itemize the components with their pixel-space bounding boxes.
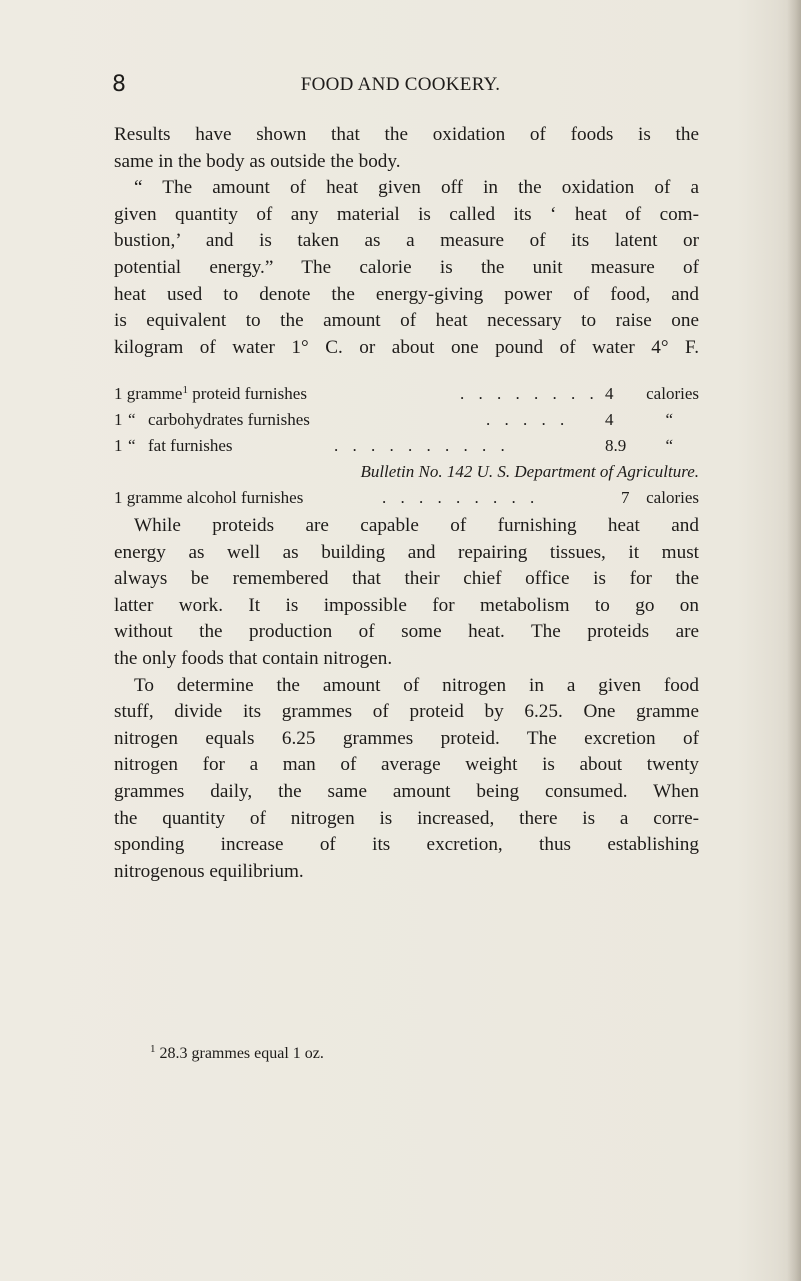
text-line: sponding increase of its excretion, thus establishing (114, 834, 699, 856)
text-line: without the production of some heat. The proteids are (114, 621, 699, 643)
table-source: Bulletin No. 142 U. S. Department of Agriculture. (360, 462, 699, 481)
leader-dots: . . . . . . . . . . (334, 436, 510, 455)
text-line: Results have shown that the oxidation of foods is the (114, 124, 699, 145)
calorie-table (114, 381, 699, 511)
leader-dots: . . . . . . . . . (382, 488, 540, 507)
text-line: nitrogenous equilibrium. (114, 860, 304, 882)
text-line: nitrogen equals 6.25 grammes proteid. The excretion of (114, 727, 699, 749)
row-unit: calories (646, 488, 699, 507)
row-unit: “ (665, 436, 673, 455)
text-line: stuff, divide its grammes of proteid by 6.25. One gramme (114, 701, 699, 723)
text-line: While proteids are capable of furnishing heat and (134, 515, 699, 536)
ditto-mark: “ (128, 436, 136, 455)
leader-dots: . . . . . . . . (460, 384, 599, 403)
running-title: FOOD AND COOKERY. (300, 74, 501, 95)
row-label: 1 gramme alcohol furnishes (114, 488, 304, 507)
footnote-marker: 1 (182, 384, 188, 396)
text-line: potential energy.” The calorie is the unit measure of (114, 256, 699, 278)
text-line: given quantity of any material is called its ‘ heat of com- (114, 203, 699, 225)
leader-dots: . . . . . (486, 410, 570, 429)
row-unit: calories (646, 384, 699, 403)
row-value: 8.9 (605, 436, 627, 455)
text-line: nitrogen for a man of average weight is about twenty (114, 754, 699, 776)
text-line: energy as well as building and repairing tissues, it must (114, 541, 699, 563)
text-line: latter work. It is impossible for metabolism to go on (114, 594, 699, 616)
text-line: the only foods that contain nitrogen. (114, 647, 393, 669)
text-line: To determine the amount of nitrogen in a given food (134, 674, 699, 696)
row-value: 4 (605, 384, 614, 403)
row-unit: “ (665, 410, 673, 429)
text-line: the quantity of nitrogen is increased, there is a corre- (114, 807, 699, 829)
table-row (114, 485, 699, 511)
table-row (114, 381, 699, 407)
paragraph-heat-of-combustion (114, 122, 699, 361)
table-source-row (114, 459, 699, 485)
footnote-marker: 1 (150, 1043, 156, 1055)
footnote (150, 1044, 324, 1064)
text-line: bustion,’ and is taken as a measure of its latent or (114, 230, 699, 252)
table-row (114, 407, 699, 433)
page-number: 8 (112, 72, 126, 97)
page-header (0, 72, 801, 98)
text-line: is equivalent to the amount of heat necessary to raise one (114, 310, 699, 332)
row-quantity: 1 (114, 410, 123, 429)
text-line: always be remembered that their chief office is for the (114, 568, 699, 590)
row-label: fat furnishes (148, 436, 233, 455)
text-line: “ The amount of heat given off in the oxidation of a (134, 177, 699, 199)
text-line: same in the body as outside the body. (114, 150, 401, 172)
row-quantity: 1 gramme$^1$ proteid furnishes (114, 384, 307, 403)
text-line: kilogram of water 1° C. or about one pound of water 4° F. (114, 336, 699, 358)
row-quantity: 1 (114, 436, 123, 455)
text-line: heat used to denote the energy-giving power of food, and (114, 283, 699, 305)
page-edge-shadow (787, 0, 801, 1281)
row-label: carbohydrates furnishes (148, 410, 310, 429)
row-value: 4 (605, 410, 614, 429)
ditto-mark: “ (128, 410, 136, 429)
paragraph-proteids-nitrogen (114, 513, 699, 885)
text-line: grammes daily, the same amount being consumed. When (114, 780, 699, 802)
row-value: 7 (621, 488, 630, 507)
table-row (114, 433, 699, 459)
footnote-text: 28.3 grammes equal 1 oz. (159, 1045, 324, 1062)
